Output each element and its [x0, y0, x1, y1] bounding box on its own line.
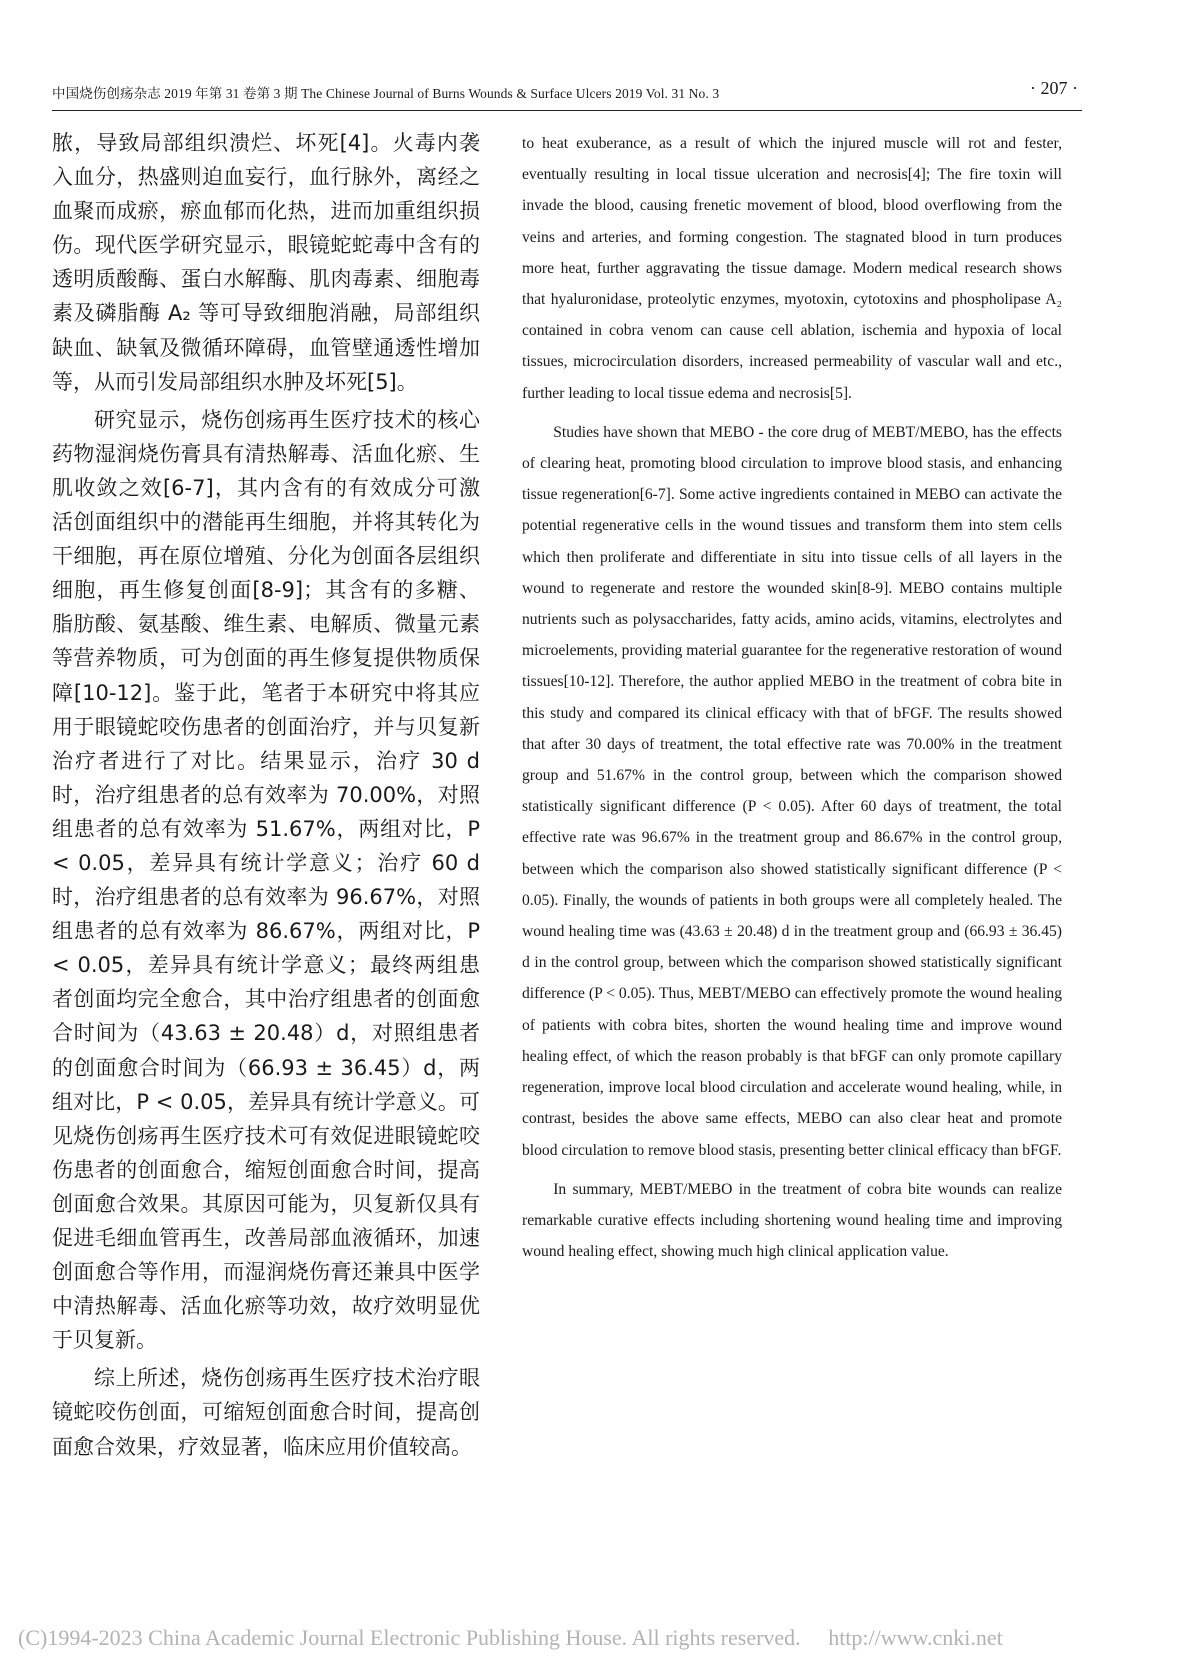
- paragraph: to heat exuberance, as a result of which the injured muscle will rot and fester, eventually resulting in local tissue ulceration and necrosis[4]; The fire toxin will invade the blood, causing frenetic movement of blood, blood overflowing from the veins and arteries, and forming congestion. The stagnated blood in turn produces more heat, further aggravating the tissue damage. Modern medical research shows that hyaluronidase, proteolytic enzymes, myotoxin, cytotoxins and phospholipase A₂ contained in cobra venom can cause cell ablation, ischemia and hypoxia of local tissues, microcirculation disorders, increased permeability of vascular wall and etc., further leading to local tissue edema and necrosis[5].: [522, 135, 1062, 402]
- paragraph: Studies have shown that MEBO - the core drug of MEBT/MEBO, has the effects of clearing heat, promoting blood circulation to improve blood stasis, and enhancing tissue regeneration[6-7]. Some active ingredients contained in MEBO can activate the potential regenerative cells in the wound tissues and transform them into stem cells which then proliferate and differentiate in situ into tissue cells of all layers in the wound to regenerate and restore the wounded skin[8-9]. MEBO contains multiple nutrients such as polysaccharides, fatty acids, amino acids, vitamins, electrolytes and microelements, providing material guarantee for the regenerative restoration of wound tissues[10-12]. Therefore, the author applied MEBO in the treatment of cobra bite in this study and compared its clinical efficacy with that of bFGF. The results showed that after 30 days of treatment, the total effective rate was 70.00% in the treatment group and 51.67% in the control group, between which the comparison showed statistically significant difference (P < 0.05). After 60 days of treatment, the total effective rate was 96.67% in the treatment group and 86.67% in the control group, between which the comparison also showed statistically significant difference (P < 0.05). Finally, the wounds of patients in both groups were all completely healed. The wound healing time was (43.63 ± 20.48) d in the treatment group and (66.93 ± 36.45) d in the control group, between which the comparison showed statistically significant difference (P < 0.05). Thus, MEBT/MEBO can effectively promote the wound healing of patients with cobra bites, shorten the wound healing time and improve wound healing effect, of which the reason probably is that bFGF can only promote capillary regeneration, improve local blood circulation and accelerate wound healing, while, in contrast, besides the above same effects, MEBO can also clear heat and promote blood circulation to remove blood stasis, presenting better clinical efficacy than bFGF.: [522, 423, 1062, 1159]
- running-header: [52, 78, 1082, 111]
- page-number: · 207 ·: [1030, 78, 1078, 98]
- english-text-column: [522, 128, 1062, 1267]
- paragraph: 综上所述，烧伤创疡再生医疗技术治疗眼镜蛇咬伤创面，可缩短创面愈合时间，提高创面愈合效果，疗效显著，临床应用价值较高。: [52, 1366, 480, 1459]
- chinese-text-column: [52, 126, 480, 1464]
- journal-title: 中国烧伤创疡杂志 2019 年第 31 卷第 3 期 The Chinese Journal of Burns Wounds & Surface Ulcers 2019 Vol. 31 No. 3: [52, 86, 720, 101]
- paragraph: In summary, MEBT/MEBO in the treatment of cobra bite wounds can realize remarkable curative effects including shortening wound healing time and improving wound healing effect, showing much high clinical application value.: [522, 1180, 1062, 1261]
- paragraph: 脓，导致局部组织溃烂、坏死[4]。火毒内袭入血分，热盛则迫血妄行，血行脉外，离经之血聚而成瘀，瘀血郁而化热，进而加重组织损伤。现代医学研究显示，眼镜蛇蛇毒中含有的透明质酸酶、蛋白水解酶、肌肉毒素、细胞毒素及磷脂酶 A₂ 等可导致细胞消融，局部组织缺血、缺氧及微循环障碍，血管壁通透性增加等，从而引发局部组织水肿及坏死[5]。: [52, 131, 480, 394]
- copyright-watermark: [18, 1625, 1178, 1651]
- copyright-text: (C)1994-2023 China Academic Journal Electronic Publishing House. All rights reserved.: [18, 1625, 801, 1650]
- cnki-url: http://www.cnki.net: [828, 1625, 1003, 1650]
- paragraph: 研究显示，烧伤创疡再生医疗技术的核心药物湿润烧伤膏具有清热解毒、活血化瘀、生肌收敛之效[6-7]，其内含有的有效成分可激活创面组织中的潜能再生细胞，并将其转化为干细胞，再在原位增殖、分化为创面各层组织细胞，再生修复创面[8-9]；其含有的多糖、脂肪酸、氨基酸、维生素、电解质、微量元素等营养物质，可为创面的再生修复提供物质保障[10-12]。鉴于此，笔者于本研究中将其应用于眼镜蛇咬伤患者的创面治疗，并与贝复新治疗者进行了对比。结果显示，治疗 30 d 时，治疗组患者的总有效率为 70.00%，对照组患者的总有效率为 51.67%，两组对比，P < 0.05，差异具有统计学意义；治疗 60 d 时，治疗组患者的总有效率为 96.67%，对照组患者的总有效率为 86.67%，两组对比，P < 0.05，差异具有统计学意义；最终两组患者创面均完全愈合，其中治疗组患者的创面愈合时间为（43.63 ± 20.48）d，对照组患者的创面愈合时间为（66.93 ± 36.45）d，两组对比，P < 0.05，差异具有统计学意义。可见烧伤创疡再生医疗技术可有效促进眼镜蛇咬伤患者的创面愈合，缩短创面愈合时间，提高创面愈合效果。其原因可能为，贝复新仅具有促进毛细血管再生，改善局部血液循环，加速创面愈合等作用，而湿润烧伤膏还兼具中医学中清热解毒、活血化瘀等功效，故疗效明显优于贝复新。: [52, 407, 480, 1353]
